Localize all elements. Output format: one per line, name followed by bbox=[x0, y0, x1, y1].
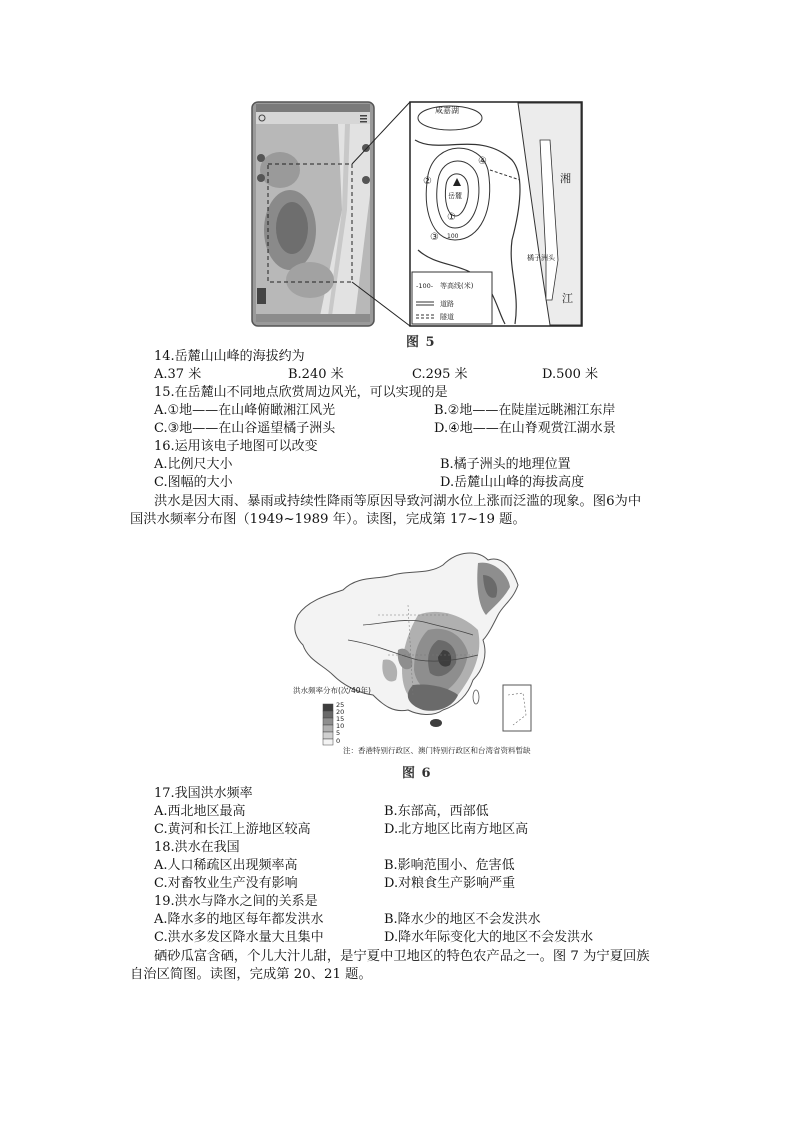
q16-option-b: B.橘子洲头的地理位置 bbox=[440, 457, 571, 472]
q18-option-c: C.对畜牧业生产没有影响 bbox=[154, 876, 298, 891]
legend-tunnel-label: 隧道 bbox=[440, 313, 454, 321]
q16-option-c: C.图幅的大小 bbox=[154, 475, 233, 490]
map-label-peak: 岳麓 bbox=[448, 192, 462, 200]
fig6-legend-value-10: 10 bbox=[336, 722, 345, 730]
question-18-stem: 18.洪水在我国 bbox=[154, 840, 240, 855]
map-control-icon[interactable] bbox=[257, 174, 265, 182]
legend-contour-symbol: -100- bbox=[416, 282, 434, 290]
question-17-stem: 17.我国洪水频率 bbox=[154, 786, 253, 801]
map-control-icon[interactable] bbox=[257, 154, 265, 162]
map-label-contour-value: 100 bbox=[447, 233, 459, 240]
q18-option-a: A.人口稀疏区出现频率高 bbox=[154, 858, 298, 873]
figure-5-caption: 图 5 bbox=[406, 335, 436, 350]
ningxia-intro-line-2: 自治区简图。读图，完成第 20、21 题。 bbox=[130, 967, 372, 982]
fig6-legend bbox=[323, 704, 333, 745]
question-14-stem: 14.岳麓山山峰的海拔约为 bbox=[154, 349, 305, 364]
fig6-legend-value-20: 20 bbox=[336, 708, 345, 716]
map-control-icon[interactable] bbox=[362, 144, 370, 152]
q19-option-d: D.降水年际变化大的地区不会发洪水 bbox=[384, 930, 594, 945]
figure-6 bbox=[288, 545, 558, 755]
menu-icon[interactable] bbox=[360, 115, 367, 117]
q15-option-a: A.①地——在山峰俯瞰湘江风光 bbox=[154, 403, 336, 418]
map-label-lake: 咸嘉湖 bbox=[435, 106, 459, 115]
q14-option-c: C.295 米 bbox=[412, 367, 468, 382]
map-label-island: 橘子洲头 bbox=[527, 254, 555, 262]
question-16-stem: 16.运用该电子地图可以改变 bbox=[154, 439, 318, 454]
zoom-control[interactable] bbox=[257, 288, 266, 304]
figure-5 bbox=[250, 100, 585, 330]
question-19-stem: 19.洪水与降水之间的关系是 bbox=[154, 894, 318, 909]
q18-option-b: B.影响范围小、危害低 bbox=[384, 858, 515, 873]
hainan-island bbox=[430, 719, 442, 727]
figure-6-note: 注：香港特别行政区、澳门特别行政区和台湾省资料暂缺 bbox=[343, 746, 531, 755]
fig6-legend-value-25: 25 bbox=[336, 701, 345, 709]
q17-option-d: D.北方地区比南方地区高 bbox=[384, 822, 529, 837]
q14-option-d: D.500 米 bbox=[542, 367, 599, 382]
q17-option-a: A.西北地区最高 bbox=[154, 804, 246, 819]
legend-road-label: 道路 bbox=[440, 300, 454, 308]
site-marker-4: ④ bbox=[478, 156, 487, 167]
q19-option-a: A.降水多的地区每年都发洪水 bbox=[154, 912, 324, 927]
q19-option-c: C.洪水多发区降水量大且集中 bbox=[154, 930, 324, 945]
q14-option-a: A.37 米 bbox=[154, 367, 202, 382]
q17-option-c: C.黄河和长江上游地区较高 bbox=[154, 822, 311, 837]
site-marker-3: ③ bbox=[430, 232, 439, 243]
q15-option-c: C.③地——在山谷遥望橘子洲头 bbox=[154, 421, 336, 436]
site-marker-1: ① bbox=[447, 212, 456, 223]
q19-option-b: B.降水少的地区不会发洪水 bbox=[384, 912, 541, 927]
map-control-icon[interactable] bbox=[362, 176, 370, 184]
taiwan-island bbox=[473, 690, 479, 704]
q17-option-b: B.东部高，西部低 bbox=[384, 804, 489, 819]
q15-option-b: B.②地——在陡崖远眺湘江东岸 bbox=[434, 403, 616, 418]
fig6-legend-value-15: 15 bbox=[336, 715, 345, 723]
figure-6-caption: 图 6 bbox=[402, 766, 432, 781]
q16-option-a: A.比例尺大小 bbox=[154, 457, 233, 472]
fig6-legend-value-0: 0 bbox=[336, 737, 341, 745]
q14-option-b: B.240 米 bbox=[288, 367, 344, 382]
q15-option-d: D.④地——在山脊观赏江湖水景 bbox=[434, 421, 616, 436]
q16-option-d: D.岳麓山山峰的海拔高度 bbox=[440, 475, 585, 490]
map-label-river-2: 江 bbox=[562, 292, 573, 305]
south-china-sea-inset bbox=[503, 685, 531, 731]
ningxia-intro-line-1: 硒砂瓜富含硒，个儿大汁儿甜，是宁夏中卫地区的特色农产品之一。图 7 为宁夏回族 bbox=[154, 949, 650, 964]
site-marker-2: ② bbox=[423, 176, 432, 187]
fig6-legend-value-5: 5 bbox=[336, 729, 341, 737]
flood-intro-line-1: 洪水是因大雨、暴雨或持续性降雨等原因导致河湖水位上涨而泛滥的现象。图6为中 bbox=[154, 494, 642, 509]
legend-contour-label: 等高线(米) bbox=[440, 282, 474, 290]
map-label-river-1: 湘 bbox=[560, 172, 571, 185]
figure-5-graphic bbox=[250, 100, 585, 330]
fig6-legend-title: 洪水频率分布(次/40年) bbox=[293, 686, 371, 695]
q18-option-d: D.对粮食生产影响严重 bbox=[384, 876, 516, 891]
flood-intro-line-2: 国洪水频率分布图（1949~1989 年）。读图，完成第 17~19 题。 bbox=[130, 512, 526, 527]
figure-6-map bbox=[288, 545, 558, 755]
question-15-stem: 15.在岳麓山不同地点欣赏周边风光，可以实现的是 bbox=[154, 385, 448, 400]
